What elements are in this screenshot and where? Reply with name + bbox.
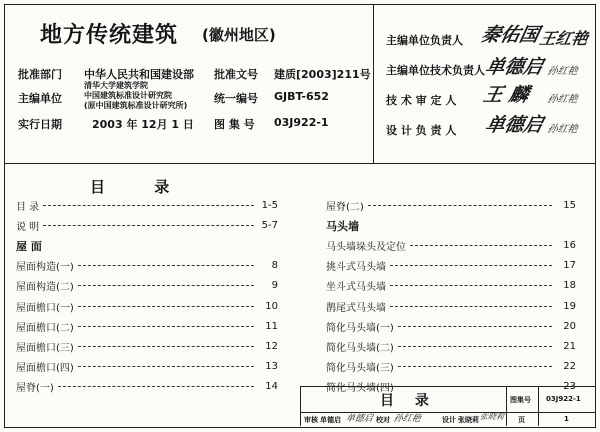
signature-2a: 单德启: [483, 56, 546, 78]
signature-1b: 王红艳: [537, 29, 590, 48]
toc-entry-title: 屋脊(一): [16, 383, 54, 395]
title-block-review-label: 审核: [304, 416, 318, 424]
signature-4a: 单德启: [483, 114, 546, 136]
toc-entry-page: 18: [563, 280, 576, 292]
toc-entry-leader: [410, 245, 552, 246]
toc-entry[interactable]: [326, 337, 576, 355]
responsible-role-2: 主编单位技术负责人: [386, 64, 485, 77]
toc-entry[interactable]: [16, 297, 278, 315]
title-block-left-border: [300, 386, 301, 426]
toc-entry-leader: [43, 205, 254, 206]
toc-heading: 目 录: [90, 178, 192, 196]
toc-entry-leader: [398, 346, 552, 347]
toc-entry-title: 屋面构造(一): [16, 262, 74, 274]
signature-3b: 孙红艳: [546, 94, 579, 105]
toc-entry[interactable]: [16, 317, 278, 335]
toc-entry-title: 目 录: [16, 201, 40, 213]
toc-entry-page: 17: [563, 260, 576, 272]
toc-entry[interactable]: [326, 277, 576, 295]
toc-entry-page: 22: [563, 361, 576, 373]
toc-entry[interactable]: [16, 257, 278, 275]
toc-entry-page: 12: [265, 340, 278, 352]
toc-entry-leader: [390, 285, 552, 286]
title-block-page-label: 页: [518, 416, 525, 424]
toc-entry-title: 挑斗式马头墙: [326, 262, 386, 274]
toc-entry-leader: [390, 265, 552, 266]
toc-entry-leader: [78, 285, 254, 286]
title-block-check-name: 孙红艳: [392, 414, 422, 424]
toc-entry-title: 简化马头墙(二): [326, 342, 394, 354]
toc-entry-page: 15: [563, 199, 576, 211]
uniform-no-label: 统一编号: [214, 92, 258, 105]
toc-entry-title: 屋面构造(二): [16, 282, 74, 294]
toc-entry-title: 简化马头墙(一): [326, 322, 394, 334]
toc-entry[interactable]: [16, 337, 278, 355]
approval-doc-label: 批准文号: [214, 68, 258, 81]
toc-entry-page: 23: [563, 381, 576, 393]
toc-entry-leader: [398, 326, 552, 327]
title-block-atlas-divider: [506, 386, 507, 426]
toc-entry-leader: [58, 386, 254, 387]
uniform-no-value: GJBT-652: [274, 90, 329, 103]
title-block-top-border: [300, 386, 596, 387]
editor-value-2: 中国建筑标准设计研究院: [84, 91, 172, 100]
approval-dept-label: 批准部门: [18, 68, 62, 81]
responsible-role-4: 设 计 负 责 人: [386, 124, 457, 137]
title-block-design-name: 张晓莉: [458, 416, 479, 424]
title-block-review-signature: 单德启: [344, 414, 374, 424]
approval-dept-value: 中华人民共和国建设部: [84, 68, 194, 81]
signature-3a: 王 麟: [481, 84, 531, 106]
toc-entry-title: 屋面檐口(二): [16, 322, 74, 334]
toc-entry[interactable]: [16, 196, 278, 214]
toc-entry-title: 说 明: [16, 221, 40, 233]
atlas-no-label: 图 集 号: [214, 118, 255, 131]
toc-entry-page: 5-7: [261, 219, 278, 231]
editor-value-1: 清华大学建筑学院: [84, 81, 148, 90]
date-label: 实行日期: [18, 118, 62, 131]
toc-section-heading: 马头墙: [326, 220, 359, 234]
responsible-role-3: 技 术 审 定 人: [386, 94, 457, 107]
toc-entry-page: 9: [271, 280, 278, 292]
toc-entry-leader: [390, 306, 552, 307]
title-block-atlas-value: 03J922-1: [546, 395, 581, 403]
page-title: 地方传统建筑: [40, 23, 179, 48]
toc-entry-title: 屋面檐口(一): [16, 302, 74, 314]
toc-entry-title: 屋面檐口(四): [16, 363, 74, 375]
title-block-atlas-value-divider: [538, 386, 539, 426]
toc-entry-page: 21: [563, 340, 576, 352]
toc-entry-page: 10: [265, 300, 278, 312]
signature-2b: 孙红艳: [546, 66, 579, 77]
toc-entry-title: 简化马头墙(四): [326, 383, 394, 395]
toc-entry[interactable]: [326, 236, 576, 254]
toc-entry-leader: [78, 326, 254, 327]
toc-entry-page: 16: [563, 239, 576, 251]
responsible-role-1: 主编单位负责人: [386, 34, 463, 47]
toc-entry-page: 20: [563, 320, 576, 332]
atlas-no-value: 03J922-1: [274, 116, 329, 129]
toc-entry-page: 11: [265, 320, 278, 332]
toc-entry-leader: [78, 306, 254, 307]
toc-section-heading: 屋 面: [16, 240, 42, 254]
toc-entry[interactable]: [326, 317, 576, 335]
header-vertical-divider: [373, 4, 374, 163]
toc-entry-page: 8: [271, 260, 278, 272]
page-subtitle: (徽州地区): [202, 26, 276, 44]
toc-entry[interactable]: [16, 216, 278, 234]
title-block-page-value: 1: [564, 415, 569, 423]
title-block-title: 目 录: [380, 393, 437, 409]
toc-entry[interactable]: [16, 378, 278, 396]
toc-entry-page: 13: [265, 361, 278, 373]
title-block-row-divider: [300, 412, 596, 413]
editor-value-3: (原中国建筑标准设计研究所): [84, 101, 188, 110]
toc-entry-title: 坐斗式马头墙: [326, 282, 386, 294]
toc-entry-leader: [398, 366, 552, 367]
toc-entry-page: 14: [265, 381, 278, 393]
toc-entry[interactable]: [16, 277, 278, 295]
toc-entry-leader: [43, 225, 254, 226]
editor-label: 主编单位: [18, 92, 62, 105]
toc-entry-leader: [368, 205, 552, 206]
toc-entry-title: 屋脊(二): [326, 201, 364, 213]
toc-entry-title: 马头墙垛头及定位: [326, 241, 406, 253]
toc-entry-page: 1-5: [261, 199, 278, 211]
toc-entry[interactable]: [326, 358, 576, 376]
toc-entry[interactable]: [326, 297, 576, 315]
toc-entry-title: 简化马头墙(三): [326, 363, 394, 375]
date-value: 2003 年 12月 1 日: [92, 118, 194, 131]
toc-entry[interactable]: [326, 257, 576, 275]
toc-entry[interactable]: [326, 196, 576, 214]
title-block-check-label: 校对: [376, 416, 390, 424]
title-block-atlas-label: 图集号: [510, 396, 531, 404]
title-block-review-name: 单德启: [320, 416, 341, 424]
signature-4b: 孙红艳: [546, 124, 579, 135]
approval-doc-value: 建质[2003]211号: [274, 68, 371, 81]
toc-entry-title: 屋面檐口(三): [16, 342, 74, 354]
toc-entry-leader: [78, 366, 254, 367]
title-block-design-label: 设计: [442, 416, 456, 424]
toc-entry[interactable]: [16, 358, 278, 376]
toc-entry-page: 19: [563, 300, 576, 312]
signature-1a: 秦佑国: [479, 24, 542, 46]
toc-entry-leader: [78, 346, 254, 347]
header-divider: [4, 163, 596, 164]
toc-entry-leader: [78, 265, 254, 266]
title-block-design-signature: 张晓莉: [479, 412, 505, 421]
toc-entry-title: 鹊尾式马头墙: [326, 302, 386, 314]
